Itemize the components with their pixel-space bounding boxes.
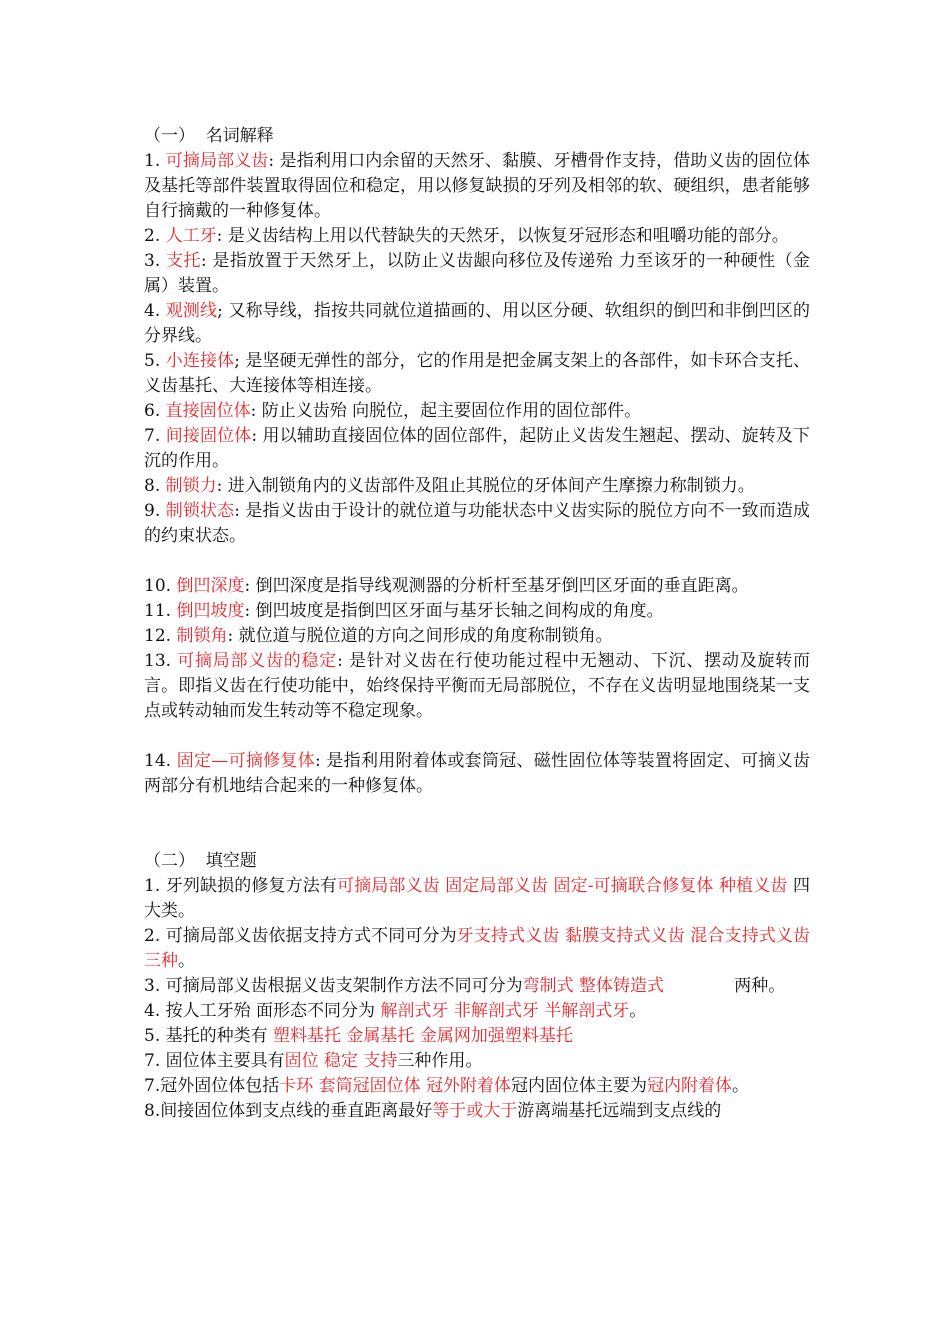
term: 可摘局部义齿的稳定 <box>177 651 338 671</box>
term: 观测线 <box>165 301 218 321</box>
question-text: 1. 牙列缺损的修复方法有 <box>144 876 337 896</box>
term: 固定—可摘修复体 <box>176 751 315 771</box>
definition-item <box>144 149 810 224</box>
question-item <box>144 1049 810 1074</box>
definition-text: : 是指利用口内余留的天然牙、黏膜、牙槽骨作支持，借助义齿的固位体及基托等部件装置取得固位和稳定，用以修复缺损的牙列及相邻的软、硬组织，患者能够自行摘戴的一种修复体。 <box>144 151 811 221</box>
question-text: 7. 固位体主要具有 <box>144 1051 285 1071</box>
definition-text: : 是针对义齿在行使功能过程中无翘动、下沉、摆动及旋转而言。即指义齿在行使功能中，始终保持平衡而无局部脱位，不存在义齿明显地围绕某一支点或转动轴而发生转动等不稳定现象。 <box>144 651 810 721</box>
question-text: 四大类。 <box>144 876 810 921</box>
answer-text: 等于或大于 <box>432 1101 518 1121</box>
definition-text: ; 又称导线，指按共同就位道描画的、用以区分硬、软组织的倒凹和非倒凹区的分界线。 <box>144 301 811 346</box>
definition-item <box>144 574 810 599</box>
question-item <box>144 999 810 1024</box>
question-item <box>144 874 810 924</box>
definition-text: : 倒凹深度是指导线观测器的分析杆至基牙倒凹区牙面的垂直距离。 <box>244 576 749 596</box>
definition-text: : 是指利用附着体或套筒冠、磁性固位体等装置将固定、可摘义齿两部分有机地结合起来的一种修复体。 <box>144 751 810 796</box>
document-content <box>144 124 810 1124</box>
question-text: 两种。 <box>664 976 786 996</box>
question-text: 3. 可摘局部义齿根据义齿支架制作方法不同可分为 <box>144 976 523 996</box>
definition-item <box>144 299 810 349</box>
item-number: 13. <box>144 651 178 671</box>
term: 人工牙 <box>165 226 217 246</box>
item-number: 2. <box>144 226 166 246</box>
question-text: 4. 按人工牙殆 面形态不同分为 <box>144 1001 381 1021</box>
question-text: 7.冠外固位体包括 <box>144 1076 280 1096</box>
definition-text: ; 是坚硬无弹性的部分，它的作用是把金属支架上的各部件，如卡环合支托、义齿基托、大连接体等相连接。 <box>144 351 811 396</box>
answer-text: 塑料基托 金属基托 金属网加强塑料基托 <box>273 1026 573 1046</box>
answer-text: 弯制式 整体铸造式 <box>522 976 665 996</box>
item-number: 11. <box>144 601 177 621</box>
definition-item <box>144 399 810 424</box>
term: 倒凹坡度 <box>176 601 245 621</box>
section-title-fill-in: （二） 填空题 <box>144 851 257 871</box>
term: 间接固位体 <box>165 426 252 446</box>
item-number: 3. <box>144 251 167 271</box>
definition-text: : 就位道与脱位道的方向之间形成的角度称制锁角。 <box>227 626 613 646</box>
definition-item <box>144 224 810 249</box>
term: 小连接体 <box>165 351 235 371</box>
term: 制锁状态 <box>165 501 235 521</box>
term: 制锁力 <box>165 476 217 496</box>
term: 制锁角 <box>176 626 228 646</box>
item-number: 14. <box>144 751 177 771</box>
definition-text: : 用以辅助直接固位体的固位部件，起防止义齿发生翘起、摆动、旋转及下沉的作用。 <box>144 426 811 471</box>
definition-text: : 进入制锁角内的义齿部件及阻止其脱位的牙体间产生摩擦力称制锁力。 <box>216 476 755 496</box>
spacer <box>144 799 810 849</box>
definition-item <box>144 749 810 799</box>
term: 支托 <box>166 251 201 271</box>
answer-text: 解剖式牙 非解剖式牙 半解剖式牙 <box>380 1001 630 1021</box>
definition-item <box>144 424 810 474</box>
definition-item <box>144 624 810 649</box>
definition-item <box>144 499 810 549</box>
answer-text: 牙支持式义齿 黏膜支持式义齿 混合支持式义齿三种 <box>144 926 810 971</box>
item-number: 9. <box>144 501 166 521</box>
item-number: 6. <box>144 401 166 421</box>
definition-text: : 是指义齿由于设计的就位道与功能状态中义齿实际的脱位方向不一致而造成的约束状态。 <box>144 501 811 546</box>
definition-text: : 防止义齿殆 向脱位，起主要固位作用的固位部件。 <box>250 401 642 421</box>
item-number: 1. <box>144 151 166 171</box>
item-number: 7. <box>144 426 166 446</box>
question-item <box>144 924 810 974</box>
definition-item <box>144 249 810 299</box>
definition-text: : 倒凹坡度是指倒凹区牙面与基牙长轴之间构成的角度。 <box>244 601 664 621</box>
term: 直接固位体 <box>165 401 251 421</box>
term: 倒凹深度 <box>176 576 245 596</box>
definition-item <box>144 599 810 624</box>
definition-item <box>144 474 810 499</box>
question-text: 游离端基托远端到支点线的 <box>517 1101 722 1121</box>
question-text: 5. 基托的种类有 <box>144 1026 274 1046</box>
question-item <box>144 1099 810 1124</box>
definition-item <box>144 349 810 399</box>
definition-text: : 是指放置于天然牙上，以防止义齿龈向移位及传递殆 力至该牙的一种硬性（金属）装置。 <box>144 251 811 296</box>
term: 可摘局部义齿 <box>165 151 269 171</box>
question-item <box>144 1024 810 1049</box>
question-text: 三种作用。 <box>397 1051 483 1071</box>
definition-item <box>144 649 810 724</box>
question-text: 。 <box>629 1001 647 1021</box>
spacer <box>144 549 810 574</box>
answer-text: 卡环 套筒冠固位体 冠外附着体 <box>279 1076 512 1096</box>
question-item <box>144 974 810 999</box>
answer-text: 可摘局部义齿 固定局部义齿 固定-可摘联合修复体 种植义齿 <box>336 876 788 896</box>
definition-text: : 是义齿结构上用以代替缺失的天然牙，以恢复牙冠形态和咀嚼功能的部分。 <box>216 226 789 246</box>
answer-text: 固位 稳定 支持 <box>284 1051 398 1071</box>
item-number: 5. <box>144 351 166 371</box>
question-text: 2. 可摘局部义齿依据支持方式不同可分为 <box>144 926 457 946</box>
question-text: 。 <box>178 951 195 971</box>
question-text: 。 <box>732 1076 750 1096</box>
section-title-definitions: （一） 名词解释 <box>144 126 274 146</box>
question-text: 冠内固位体主要为 <box>511 1076 648 1096</box>
item-number: 12. <box>144 626 177 646</box>
item-number: 4. <box>144 301 166 321</box>
question-text: 8.间接固位体到支点线的垂直距离最好 <box>144 1101 433 1121</box>
item-number: 8. <box>144 476 166 496</box>
item-number: 10. <box>144 576 177 596</box>
spacer <box>144 724 810 749</box>
answer-text: 冠内附着体 <box>647 1076 733 1096</box>
question-item <box>144 1074 810 1099</box>
